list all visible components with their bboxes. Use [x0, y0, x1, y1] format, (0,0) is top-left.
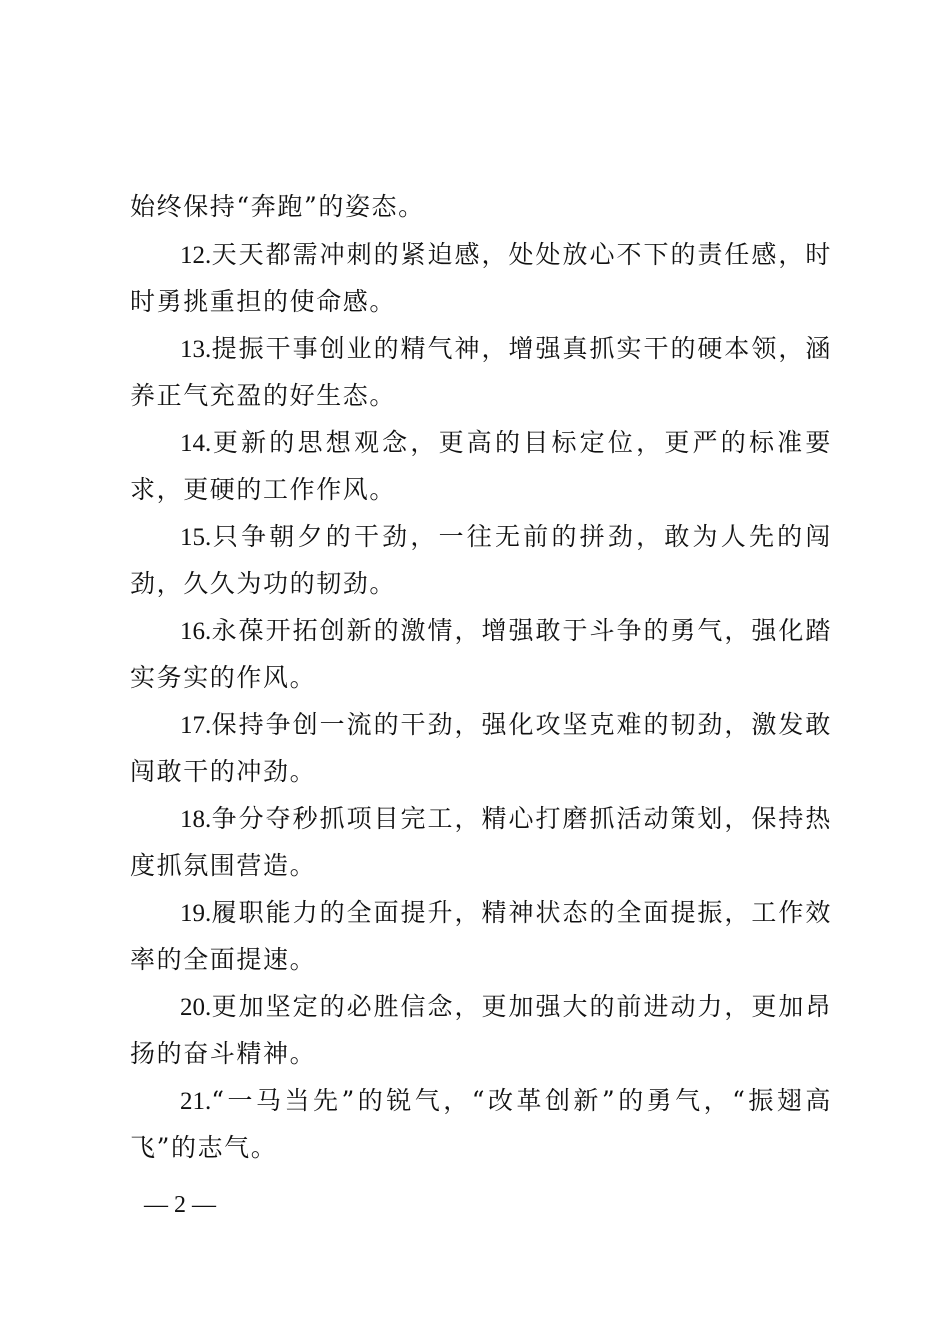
paragraph-number: 20.	[180, 993, 212, 1021]
paragraph-item-12	[130, 232, 832, 326]
paragraph-number: 18.	[180, 805, 212, 833]
paragraph-text: 天天都需冲刺的紧迫感，处处放心不下的责任感，时时勇挑重担的使命感。	[130, 239, 832, 316]
paragraph-item-13	[130, 326, 832, 420]
page-number: — 2 —	[144, 1192, 216, 1218]
paragraph-text: 更新的思想观念，更高的目标定位，更严的标准要求，更硬的工作作风。	[130, 427, 832, 504]
paragraph-number: 19.	[180, 899, 212, 927]
paragraph-number: 17.	[180, 711, 212, 739]
paragraph-item-17	[130, 702, 832, 796]
paragraph-continuation	[130, 184, 832, 232]
paragraph-text: “一马当先”的锐气，“改革创新”的勇气，“振翅高飞”的志气。	[130, 1085, 832, 1162]
paragraph-text: 只争朝夕的干劲，一往无前的拼劲，敢为人先的闯劲，久久为功的韧劲。	[130, 521, 832, 598]
paragraph-text: 更加坚定的必胜信念，更加强大的前进动力，更加昂扬的奋斗精神。	[130, 991, 832, 1068]
paragraph-item-20	[130, 984, 832, 1078]
paragraph-text: 提振干事创业的精气神，增强真抓实干的硬本领，涵养正气充盈的好生态。	[130, 333, 832, 410]
paragraph-number: 14.	[180, 429, 212, 457]
paragraph-number: 12.	[180, 241, 212, 269]
paragraph-text: 保持争创一流的干劲，强化攻坚克难的韧劲，激发敢闯敢干的冲劲。	[130, 709, 832, 786]
paragraph-number: 13.	[180, 335, 212, 363]
paragraph-item-19	[130, 890, 832, 984]
paragraph-item-18	[130, 796, 832, 890]
paragraph-number: 21.	[180, 1087, 212, 1115]
paragraph-item-21	[130, 1078, 832, 1172]
paragraph-item-14	[130, 420, 832, 514]
paragraph-text: 履职能力的全面提升，精神状态的全面提振，工作效率的全面提速。	[130, 897, 832, 974]
paragraph-text: 始终保持“奔跑”的姿态。	[130, 192, 425, 221]
document-body	[130, 184, 832, 1172]
paragraph-text: 争分夺秒抓项目完工，精心打磨抓活动策划，保持热度抓氛围营造。	[130, 803, 832, 880]
paragraph-item-16	[130, 608, 832, 702]
paragraph-text: 永葆开拓创新的激情，增强敢于斗争的勇气，强化踏实务实的作风。	[130, 615, 832, 692]
paragraph-number: 15.	[180, 523, 212, 551]
paragraph-item-15	[130, 514, 832, 608]
paragraph-number: 16.	[180, 617, 212, 645]
